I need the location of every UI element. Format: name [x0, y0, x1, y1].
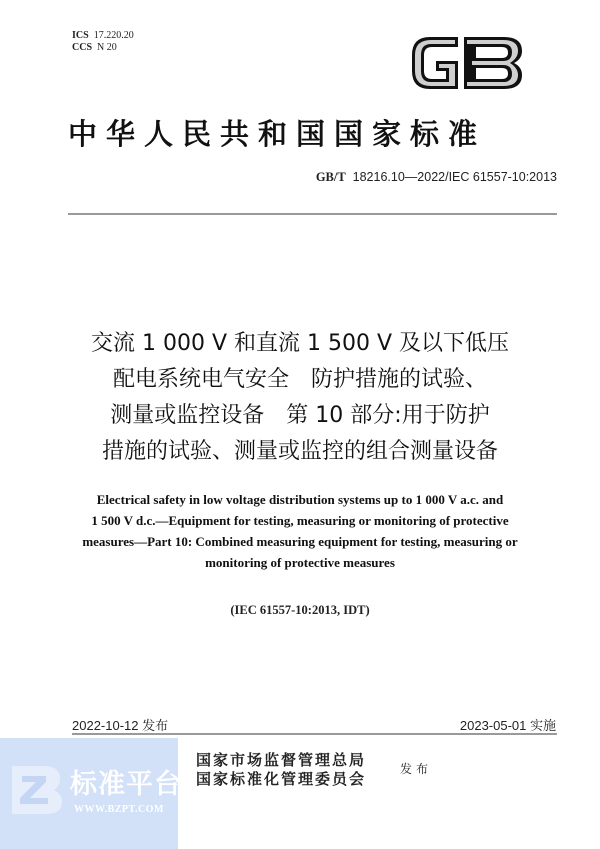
- implementation-date: 2023-05-01 实施: [459, 718, 556, 733]
- bottom-divider: [72, 733, 557, 735]
- national-standard-heading: 中华人民共和国国家标准: [68, 117, 487, 151]
- publisher-org: 国家市场监督管理总局: [196, 751, 367, 769]
- english-title-line: Electrical safety in low voltage distribution systems up to 1 000 V a.c. and: [96, 492, 504, 507]
- classification-codes: [72, 30, 134, 54]
- chinese-title-line: 措施的试验、测量或监控的组合测量设备: [101, 439, 498, 464]
- top-divider: [68, 213, 557, 215]
- standard-number: GB/T 18216.10—2022/IEC 61557-10:2013: [315, 170, 557, 184]
- chinese-title: [40, 326, 560, 470]
- publisher-orgs: [196, 751, 366, 789]
- english-title-line: 1 500 V d.c.—Equipment for testing, measuring or monitoring of protective: [91, 513, 509, 528]
- ccs-code: CCS N 20: [72, 42, 117, 53]
- english-title: [50, 489, 550, 573]
- watermark-banner[interactable]: [0, 738, 182, 849]
- equivalence-note: (IEC 61557-10:2013, IDT): [230, 603, 370, 617]
- chinese-title-line: 测量或监控设备 第 10 部分:用于防护: [110, 403, 490, 428]
- english-title-line: measures—Part 10: Combined measuring equipment for testing, measuring or: [82, 534, 518, 549]
- publisher-org: 国家标准化管理委员会: [196, 770, 367, 788]
- publish-label: 发布: [400, 762, 433, 776]
- watermark-url[interactable]: WWW.BZPT.COM: [74, 804, 164, 815]
- watermark-name: 标准平台: [70, 769, 182, 800]
- chinese-title-line: 配电系统电气安全 防护措施的试验、: [112, 367, 487, 392]
- ics-code: ICS 17.220.20: [72, 30, 134, 41]
- bzpt-logo-icon: [6, 762, 64, 818]
- issue-date: 2022-10-12 发布: [72, 718, 169, 733]
- gb-logo-icon: [408, 33, 526, 93]
- english-title-line: monitoring of protective measures: [205, 555, 395, 570]
- chinese-title-line: 交流 1 000 V 和直流 1 500 V 及以下低压: [90, 331, 510, 356]
